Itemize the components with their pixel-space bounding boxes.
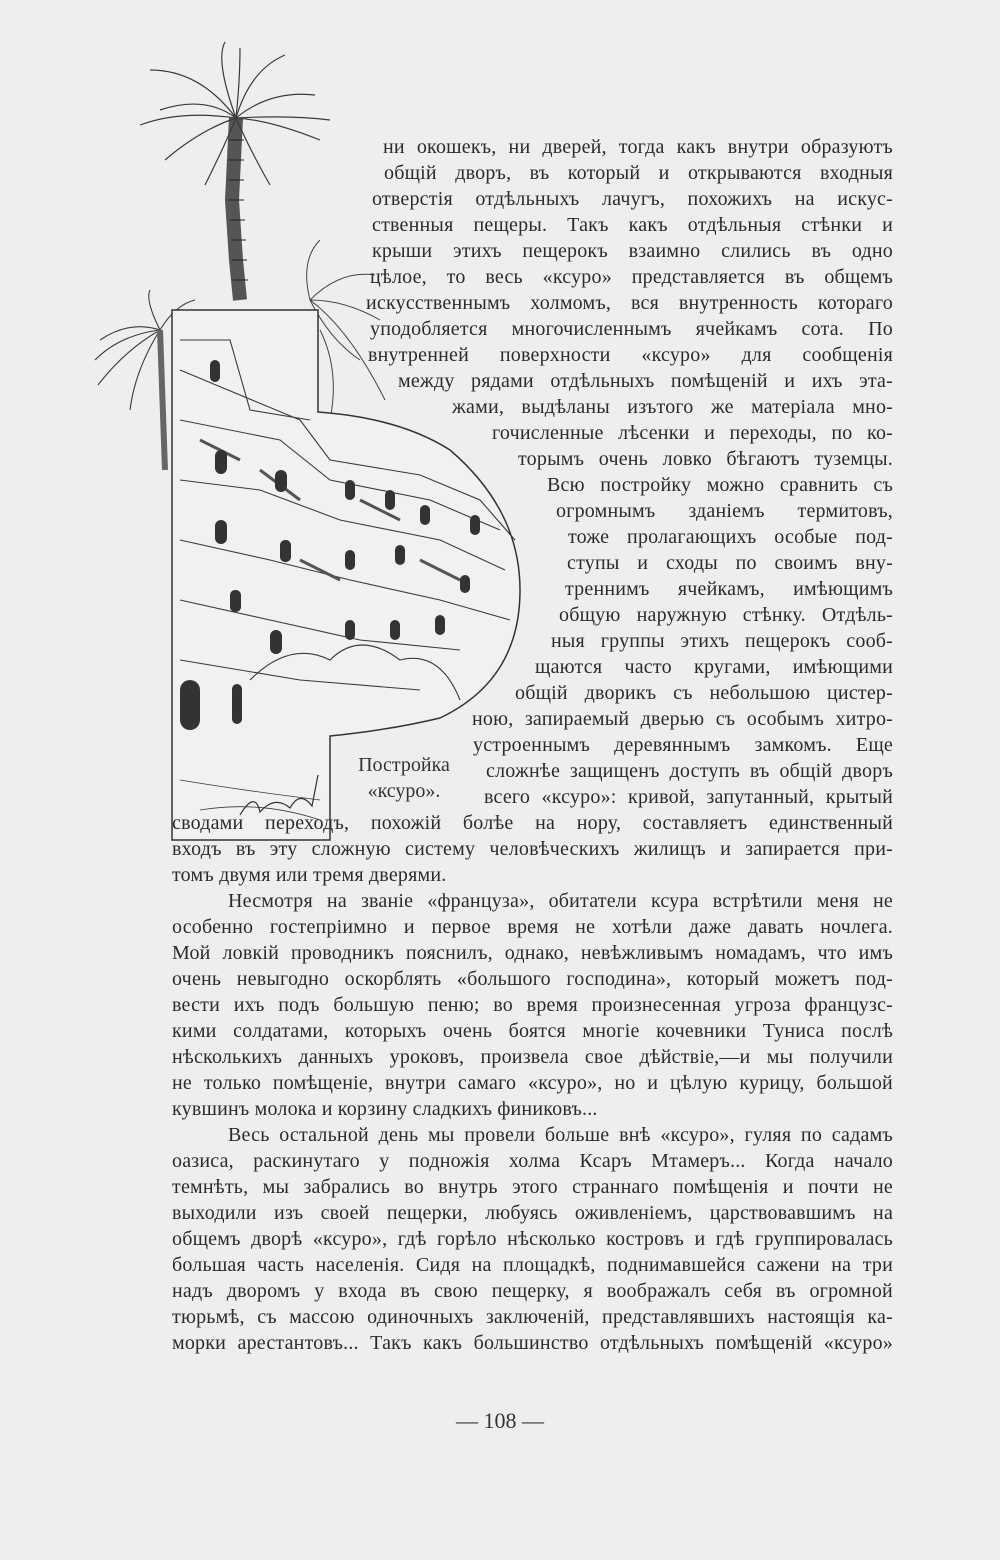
text-line: крыши этихъ пещерокъ взаимно слились въ одно [372,240,893,262]
text-line: Всю постройку можно сравнить съ [547,474,894,496]
text-line: вести ихъ подъ большую пеню; во время произнесенная угроза французс- [172,994,894,1016]
text-line: томъ двумя или тремя дверями. [172,864,447,886]
text-line: ною, запираемый дверью съ особымъ хитро- [472,708,894,730]
page-number: — 108 — [456,1408,544,1433]
text-line: тоже пролагающихъ особые под- [568,526,893,548]
text-line: торымъ очень ловко бѣгаютъ туземцы. [518,448,894,470]
palm-tree-tall [140,42,330,300]
text-line: надъ дворомъ у входа въ свою пещерку, я воображалъ себя въ огромной [172,1280,893,1302]
text-line: Весь остальной день мы провели больше внѣ «ксуро», гуляя по садамъ [228,1124,893,1146]
text-line: всего «ксуро»: кривой, запутанный, крытый [484,786,893,808]
text-line: ныя группы этихъ пещерокъ сооб- [551,630,893,652]
caption-line-1: Постройка [358,754,450,776]
text-line: Мой ловкій проводникъ пояснилъ, однако, невѣжливымъ номадамъ, что имъ [172,942,893,964]
text-line: выходили изъ своей пещерки, любуясь оживленіемъ, царствовавшимъ на [172,1202,894,1224]
text-line: гочисленные лѣсенки и переходы, по ко- [492,422,894,444]
caption-line-2: «ксуро». [367,780,441,802]
text-line: жами, выдѣланы изътого же матеріала мно- [452,396,894,418]
text-line: общую наружную стѣнку. Отдѣль- [559,604,894,626]
text-line: сводами переходъ, похожій болѣе на нору, составляетъ единственный [172,812,893,834]
text-line: сложнѣе защищенъ доступъ въ общій дворъ [486,760,893,782]
text-line: ступы и сходы по своимъ вну- [567,552,893,574]
text-line: ственныя пещеры. Такъ какъ отдѣльныя стѣнки и [372,214,894,236]
text-line: треннимъ ячейкамъ, имѣющимъ [565,578,893,600]
text-line: темнѣть, мы забрались во внутрь этого страннаго помѣщенія и почти не [172,1176,893,1198]
text-line: общемъ дворѣ «ксуро», гдѣ горѣло нѣсколько костровъ и гдѣ группировалась [172,1228,893,1250]
text-line: оазиса, раскинутаго у подножія холма Ксаръ Мтамеръ... Когда начало [172,1150,894,1172]
text-line: общій дворикъ съ небольшою цистер- [515,682,893,704]
text-line: кувшинъ молока и корзину сладкихъ финиковъ... [172,1098,598,1120]
text-line: ни окошекъ, ни дверей, тогда какъ внутри образуютъ [383,136,893,158]
text-line: тюрьмѣ, съ массою одиночныхъ заключеній, представлявшихъ настоящія ка- [172,1306,893,1328]
text-line: кими солдатами, которыхъ очень боятся многіе кочевники Туниса послѣ [172,1020,894,1042]
text-line: внутренней поверхности «ксуро» для сообщенія [368,344,893,366]
text-line: особенно гостепріимно и первое время не хотѣли даже давать ночлега. [172,916,893,938]
text-line: нѣсколькихъ данныхъ уроковъ, произвела свое дѣйствіе,—и мы получили [172,1046,893,1068]
text-line: искусственнымъ холмомъ, вся внутренность котораго [366,292,893,314]
text-line: огромнымъ зданіемъ термитовъ, [556,500,893,522]
text-line: щаются часто кругами, имѣющими [535,656,894,678]
text-line: устроеннымъ деревяннымъ замкомъ. Еще [473,734,894,756]
text-line: отверстія отдѣльныхъ лачугъ, похожихъ на искус- [372,188,893,210]
text-line: цѣлое, то весь «ксуро» представляется въ общемъ [370,266,893,288]
text-line: уподобляется многочисленнымъ ячейкамъ сота. По [370,318,893,340]
text-line: Несмотря на званіе «француза», обитатели ксура встрѣтили меня не [228,890,893,912]
text-line: морки арестантовъ... Такъ какъ большинство отдѣльныхъ помѣщеній «ксуро» [172,1332,894,1354]
text-line: входъ въ эту сложную систему человѣческихъ жилищъ и запирается при- [172,838,893,860]
text-line: между рядами отдѣльныхъ помѣщеній и ихъ эта- [398,370,893,392]
illustration-caption [344,752,464,804]
text-line: общій дворъ, въ который и открываются входныя [384,162,894,184]
text-line: не только помѣщеніе, внутри самаго «ксуро», но и цѣлую курицу, большой [172,1072,893,1094]
text-line: большая часть населенія. Сидя на площадкѣ, поднимавшейся сажени на три [172,1254,893,1276]
text-line: очень невыгодно оскорблять «большого господина», который можетъ под- [172,968,893,990]
